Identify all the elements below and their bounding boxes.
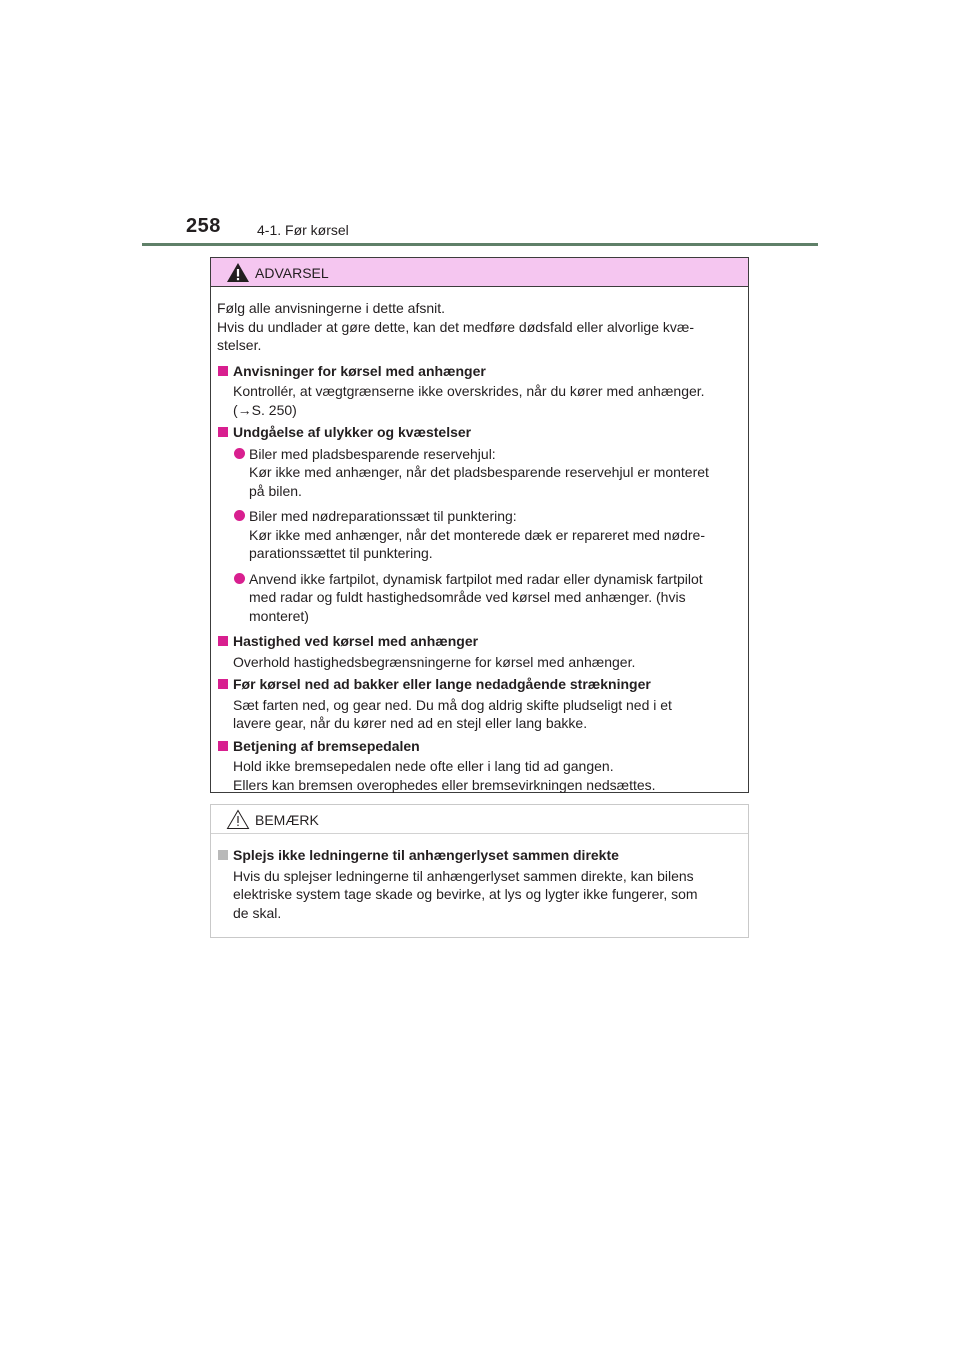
page-header	[0, 0, 960, 250]
page-number: 258	[186, 215, 221, 237]
section-text: Hold ikke bremsepedalen nede ofte eller i lang tid ad gangen.	[233, 758, 614, 774]
notice-body	[211, 834, 748, 922]
bullet-line: parationssættet til punktering.	[249, 545, 433, 561]
round-bullet-icon	[234, 573, 245, 584]
section-text: Sæt farten ned, og gear ned. Du må dog aldrig skifte pludseligt ned i et	[233, 696, 672, 713]
round-bullet-icon	[234, 510, 245, 521]
section-heading: Betjening af bremsepedalen	[233, 737, 420, 754]
bullet-item	[217, 570, 742, 626]
bullet-line: Anvend ikke fartpilot, dynamisk fartpilot med radar eller dynamisk fartpilot	[249, 570, 703, 587]
header-divider	[142, 243, 818, 246]
section-text: lavere gear, når du kører ned ad en stejl eller lang bakke.	[233, 715, 588, 731]
square-bullet-icon	[218, 850, 228, 860]
section-heading: Hastighed ved kørsel med anhænger	[233, 633, 479, 649]
notice-box	[210, 804, 749, 938]
warning-title: ADVARSEL	[255, 265, 329, 281]
intro-line: stelser.	[217, 337, 262, 353]
section-heading: Splejs ikke ledningerne til anhængerlyset sammen direkte	[233, 847, 619, 863]
square-bullet-icon	[218, 366, 228, 376]
bullet-line: med radar og fuldt hastighedsområde ved kørsel med anhænger. (hvis	[249, 589, 686, 605]
section-text: de skal.	[233, 904, 282, 921]
square-bullet-icon	[218, 636, 228, 646]
warning-body	[211, 287, 748, 794]
section-text: Hvis du splejser ledningerne til anhængerlyset sammen direkte, kan bilens	[233, 867, 694, 884]
warning-triangle-icon	[226, 262, 250, 283]
bullet-item	[217, 507, 742, 563]
section-text: Kontrollér, at vægtgrænserne ikke overskrides, når du kører med anhænger.	[233, 383, 705, 399]
section-title: 4-1. Før kørsel	[257, 222, 349, 238]
square-bullet-icon	[218, 741, 228, 751]
section-towing-instructions	[217, 362, 742, 420]
square-bullet-icon	[218, 679, 228, 689]
section-trailer-wiring	[217, 846, 742, 922]
bullet-line: Kør ikke med anhænger, når det monterede dæk er repareret med nødre-	[249, 526, 705, 543]
section-accident-prevention	[217, 423, 742, 625]
section-towing-speed	[217, 632, 742, 671]
warning-header	[211, 258, 748, 287]
square-bullet-icon	[218, 427, 228, 437]
bullet-line: monteret)	[249, 607, 309, 624]
bullet-line: Kør ikke med anhænger, når det pladsbesparende reservehjul er monteret	[249, 464, 709, 480]
bullet-line: Biler med nødreparationssæt til punktering:	[249, 508, 517, 524]
section-heading: Anvisninger for kørsel med anhænger	[233, 362, 486, 379]
bullet-item	[217, 445, 742, 501]
warning-box	[210, 257, 749, 793]
intro-line: Hvis du undlader at gøre dette, kan det medføre dødsfald eller alvorlige kvæ-	[217, 318, 695, 335]
notice-header	[211, 805, 748, 834]
section-heading: Før kørsel ned ad bakker eller lange nedadgående strækninger	[233, 676, 651, 692]
notice-title: BEMÆRK	[255, 812, 319, 828]
warning-intro	[217, 299, 742, 355]
section-brake-pedal	[217, 737, 742, 795]
section-text: Ellers kan bremsen overophedes eller bremsevirkningen nedsættes.	[233, 776, 656, 793]
bullet-line: Biler med pladsbesparende reservehjul:	[249, 445, 496, 462]
caution-triangle-icon	[226, 809, 250, 830]
section-heading: Undgåelse af ulykker og kvæstelser	[233, 424, 472, 440]
round-bullet-icon	[234, 448, 245, 459]
section-downhill-driving	[217, 675, 742, 733]
section-text: Overhold hastighedsbegrænsningerne for kørsel med anhænger.	[233, 653, 636, 670]
bullet-line: på bilen.	[249, 482, 302, 499]
intro-line: Følg alle anvisningerne i dette afsnit.	[217, 300, 446, 316]
section-text: (→S. 250)	[233, 401, 297, 418]
section-text: elektriske system tage skade og bevirke, at lys og lygter ikke fungerer, som	[233, 886, 698, 902]
